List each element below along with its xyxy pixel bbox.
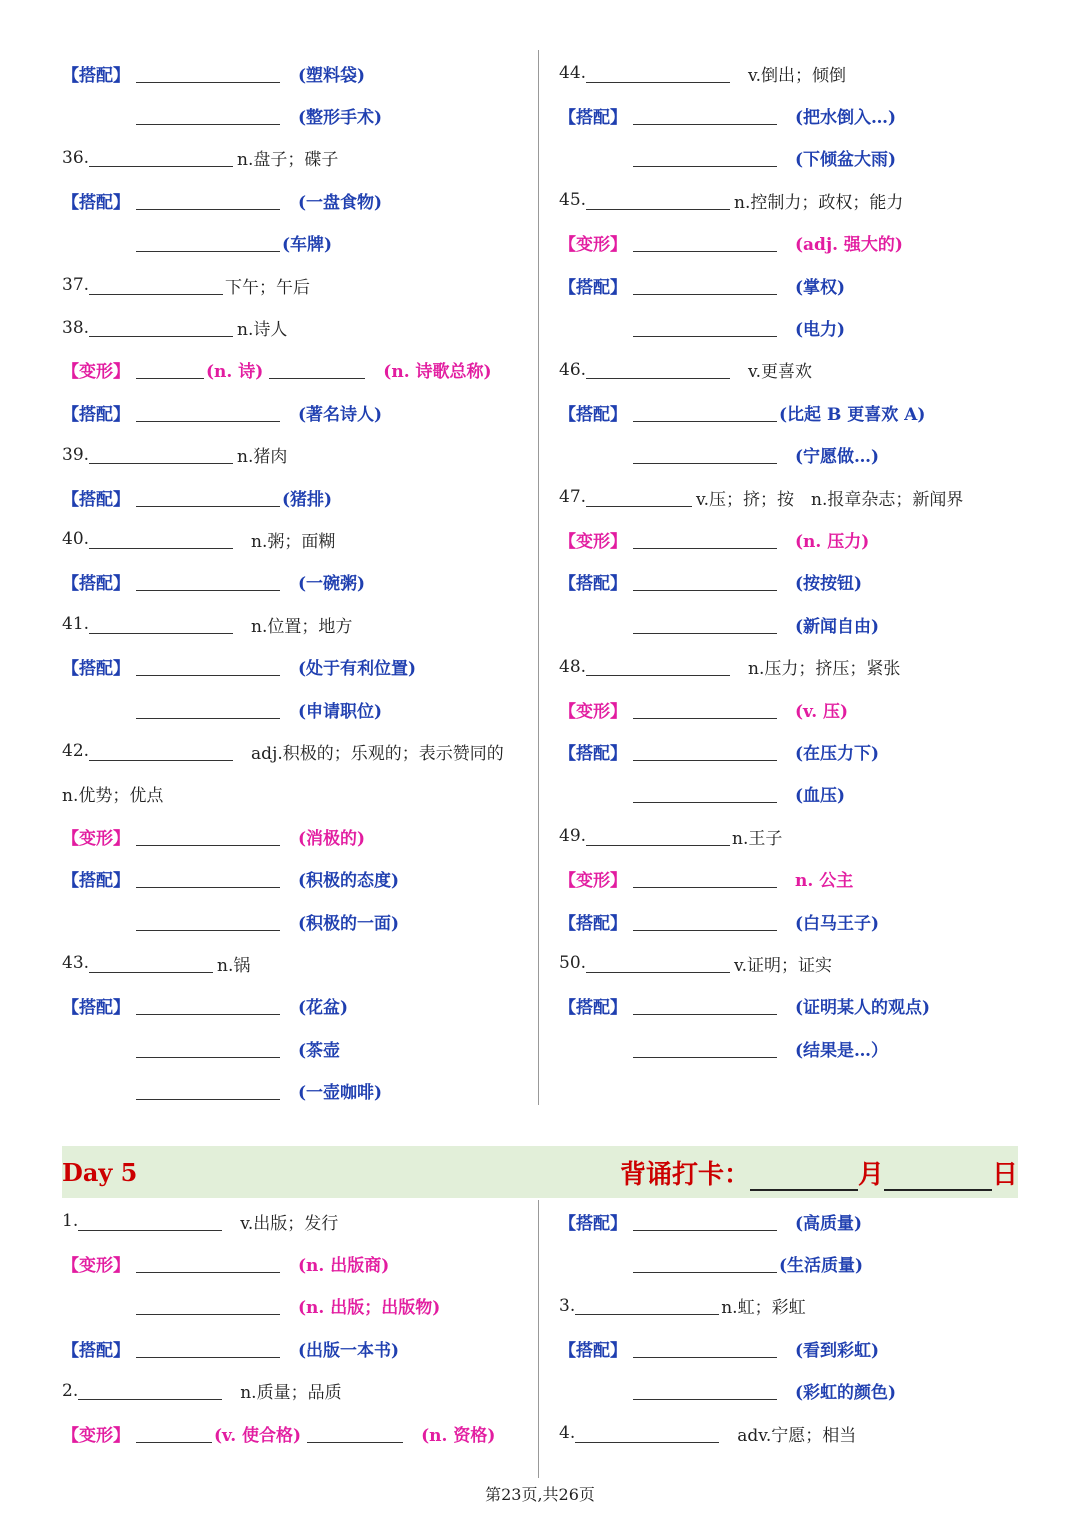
word-entry <box>62 518 532 560</box>
continuation-line <box>559 1242 1029 1284</box>
collocation-tag: 【搭配】 <box>62 998 130 1019</box>
entry-meaning: n.虹；彩虹 <box>721 1298 806 1319</box>
entry-number: 38. <box>62 317 90 338</box>
form-tag: 【变形】 <box>559 235 627 256</box>
continuation-line <box>62 94 532 136</box>
form-tag: 【变形】 <box>559 871 627 892</box>
answer-blank[interactable] <box>633 1254 777 1273</box>
entry-meaning: 下午；午后 <box>225 277 311 298</box>
answer-blank[interactable] <box>633 1381 777 1400</box>
word-entry <box>559 52 1029 94</box>
continuation-line <box>559 1027 1029 1069</box>
hint-text: (把水倒入…) <box>795 108 897 129</box>
entry-meaning: adj.积极的；乐观的；表示赞同的 <box>251 743 504 764</box>
hint-text: (猪排) <box>282 489 333 510</box>
collocation-tag: 【搭配】 <box>62 1340 130 1361</box>
hint-text: (生活质量) <box>779 1256 864 1277</box>
continuation-line <box>559 773 1029 815</box>
continuation-line <box>559 1370 1029 1412</box>
answer-blank[interactable] <box>633 530 777 549</box>
answer-blank[interactable] <box>633 784 777 803</box>
answer-blank[interactable] <box>633 276 777 295</box>
hint-text: (在压力下) <box>795 743 880 764</box>
entry-number: 36. <box>62 147 90 168</box>
entry-meaning: n.控制力；政权；能力 <box>734 192 904 213</box>
form-tag: 【变形】 <box>559 701 627 722</box>
collocation-tag: 【搭配】 <box>62 65 130 86</box>
collocation-tag: 【搭配】 <box>559 743 627 764</box>
hint-text: (茶壶 <box>298 1040 341 1061</box>
hint-text: (塑料袋) <box>298 65 366 86</box>
entry-number: 45. <box>559 190 587 211</box>
answer-blank[interactable] <box>89 530 233 549</box>
entry-meaning: n.位置；地方 <box>251 616 353 637</box>
answer-blank[interactable] <box>136 869 280 888</box>
hint-text: (看到彩虹) <box>795 1340 880 1361</box>
answer-blank[interactable] <box>136 912 280 931</box>
hint-text: (n. 资格) <box>421 1425 496 1446</box>
day-banner <box>62 1146 1018 1198</box>
collocation-line <box>559 1200 1029 1242</box>
collocation-line <box>559 561 1029 603</box>
continuation-line <box>62 688 532 730</box>
answer-blank[interactable] <box>89 742 233 761</box>
answer-blank[interactable] <box>136 1081 280 1100</box>
answer-blank[interactable] <box>89 615 233 634</box>
collocation-line <box>62 1327 532 1369</box>
hint-text: (证明某人的观点) <box>795 998 931 1019</box>
hint-text: (结果是…） <box>795 1040 889 1061</box>
word-entry <box>62 1370 532 1412</box>
collocation-line <box>62 561 532 603</box>
hint-text: (一壶咖啡) <box>298 1083 383 1104</box>
collocation-tag: 【搭配】 <box>559 1340 627 1361</box>
answer-blank[interactable] <box>633 912 777 931</box>
answer-blank[interactable] <box>575 1424 719 1443</box>
hint-text: (积极的一面) <box>298 913 400 934</box>
day-label: 日 <box>991 1159 1018 1190</box>
answer-blank[interactable] <box>78 1381 222 1400</box>
collocation-tag: 【搭配】 <box>62 659 130 680</box>
answer-blank[interactable] <box>633 106 777 125</box>
word-entry <box>559 349 1029 391</box>
word-entry <box>62 730 532 772</box>
word-entry <box>559 645 1029 687</box>
answer-blank[interactable] <box>136 233 280 252</box>
collocation-line <box>62 476 532 518</box>
answer-blank[interactable] <box>136 827 280 846</box>
day-title: Day 5 <box>62 1157 138 1187</box>
answer-blank[interactable] <box>633 445 777 464</box>
word-entry <box>62 942 532 984</box>
entry-meaning: n.优势；优点 <box>62 786 164 807</box>
continuation-line <box>559 434 1029 476</box>
entry-meaning: v.压；挤；按 n.报章杂志；新闻界 <box>696 489 964 510</box>
answer-blank[interactable] <box>633 1339 777 1358</box>
answer-blank[interactable] <box>586 827 730 846</box>
entry-number: 39. <box>62 444 90 465</box>
entry-meaning: n.压力；挤压；紧张 <box>748 659 901 680</box>
continuation-line <box>559 137 1029 179</box>
hint-text: (掌权) <box>795 277 846 298</box>
answer-blank[interactable] <box>633 700 777 719</box>
checkin <box>620 1154 1018 1191</box>
entry-number: 46. <box>559 359 587 380</box>
hint-text: n. 公主 <box>795 871 854 892</box>
form-line <box>559 518 1029 560</box>
hint-text: (车牌) <box>282 235 333 256</box>
collocation-line <box>559 730 1029 772</box>
form-line <box>559 857 1029 899</box>
answer-blank[interactable] <box>136 700 280 719</box>
hint-text: (一碗粥) <box>298 574 366 595</box>
entry-number: 43. <box>62 953 90 974</box>
hint-text: (出版一本书) <box>298 1340 400 1361</box>
left-column <box>62 52 532 1112</box>
answer-blank[interactable] <box>89 318 233 337</box>
word-entry <box>62 264 532 306</box>
word-entry <box>559 815 1029 857</box>
answer-blank[interactable] <box>136 1424 212 1443</box>
word-entry <box>559 1412 1029 1454</box>
collocation-tag: 【搭配】 <box>559 998 627 1019</box>
meaning-continuation <box>62 773 532 815</box>
answer-blank[interactable] <box>633 233 777 252</box>
word-entry <box>62 137 532 179</box>
answer-blank[interactable] <box>633 318 777 337</box>
hint-text: (宁愿做…) <box>795 447 880 468</box>
form-line <box>559 688 1029 730</box>
form-line <box>62 815 532 857</box>
collocation-line <box>559 94 1029 136</box>
answer-blank[interactable] <box>586 657 730 676</box>
answer-blank[interactable] <box>136 488 280 507</box>
collocation-tag: 【搭配】 <box>62 404 130 425</box>
entry-number: 44. <box>559 63 587 84</box>
form-line <box>62 349 532 391</box>
month-label: 月 <box>857 1159 884 1190</box>
hint-text: (处于有利位置) <box>298 659 417 680</box>
month-blank[interactable] <box>750 1161 858 1191</box>
answer-blank[interactable] <box>136 1339 280 1358</box>
collocation-line <box>62 645 532 687</box>
collocation-line <box>559 1327 1029 1369</box>
answer-blank[interactable] <box>136 191 280 210</box>
answer-blank[interactable] <box>633 742 777 761</box>
collocation-tag: 【搭配】 <box>62 489 130 510</box>
answer-blank[interactable] <box>136 996 280 1015</box>
entry-number: 37. <box>62 275 90 296</box>
answer-blank[interactable] <box>136 657 280 676</box>
form-line <box>62 1412 532 1454</box>
entry-number: 42. <box>62 741 90 762</box>
answer-blank[interactable] <box>78 1212 222 1231</box>
word-entry <box>62 306 532 348</box>
hint-text: (按按钮) <box>795 574 863 595</box>
entry-meaning: n.盘子；碟子 <box>237 150 339 171</box>
column-divider <box>538 50 539 1105</box>
form-tag: 【变形】 <box>559 531 627 552</box>
collocation-line <box>62 52 532 94</box>
entry-number: 41. <box>62 614 90 635</box>
entry-number: 2. <box>62 1380 79 1401</box>
entry-meaning: n.质量；品质 <box>240 1383 342 1404</box>
hint-text: (花盆) <box>298 998 349 1019</box>
entry-number: 48. <box>559 656 587 677</box>
entry-meaning: v.倒出；倾倒 <box>748 65 847 86</box>
collocation-tag: 【搭配】 <box>559 277 627 298</box>
continuation-line <box>559 603 1029 645</box>
answer-blank[interactable] <box>307 1424 403 1443</box>
answer-blank[interactable] <box>89 276 223 295</box>
collocation-tag: 【搭配】 <box>62 871 130 892</box>
answer-blank[interactable] <box>633 996 777 1015</box>
answer-blank[interactable] <box>136 572 280 591</box>
word-entry <box>62 1200 532 1242</box>
entry-number: 50. <box>559 953 587 974</box>
answer-blank[interactable] <box>136 106 280 125</box>
entry-meaning: v.证明；证实 <box>734 955 833 976</box>
form-line <box>559 222 1029 264</box>
collocation-line <box>559 900 1029 942</box>
hint-text: (n. 压力) <box>795 531 870 552</box>
entry-meaning: n.王子 <box>732 828 783 849</box>
entry-meaning: n.粥；面糊 <box>251 531 336 552</box>
answer-blank[interactable] <box>136 360 204 379</box>
entry-meaning: n.猪肉 <box>237 447 288 468</box>
day5-right-column <box>559 1200 1029 1454</box>
entry-number: 49. <box>559 826 587 847</box>
entry-number: 3. <box>559 1295 576 1316</box>
collocation-line <box>62 179 532 221</box>
answer-blank[interactable] <box>575 1296 719 1315</box>
answer-blank[interactable] <box>136 64 280 83</box>
continuation-line <box>62 900 532 942</box>
continuation-line <box>62 222 532 264</box>
form-tag: 【变形】 <box>62 828 130 849</box>
word-entry <box>559 179 1029 221</box>
hint-text: (彩虹的颜色) <box>795 1383 897 1404</box>
hint-text: (电力) <box>795 320 846 341</box>
answer-blank[interactable] <box>586 954 730 973</box>
answer-blank[interactable] <box>136 1039 280 1058</box>
hint-text: (一盘食物) <box>298 192 383 213</box>
checkin-label: 背诵打卡： <box>619 1159 750 1190</box>
collocation-tag: 【搭配】 <box>559 404 627 425</box>
answer-blank[interactable] <box>586 488 692 507</box>
hint-text: (积极的态度) <box>298 871 400 892</box>
entry-meaning: v.出版；发行 <box>240 1213 339 1234</box>
word-entry <box>62 434 532 476</box>
hint-text: (v. 压) <box>795 701 849 722</box>
form-tag: 【变形】 <box>62 1425 130 1446</box>
collocation-tag: 【搭配】 <box>62 574 130 595</box>
hint-text: (白马王子) <box>795 913 880 934</box>
collocation-tag: 【搭配】 <box>559 574 627 595</box>
hint-text: (著名诗人) <box>298 404 383 425</box>
hint-text: (申请职位) <box>298 701 383 722</box>
answer-blank[interactable] <box>633 148 777 167</box>
hint-text: (v. 使合格) <box>214 1425 302 1446</box>
word-entry <box>559 1285 1029 1327</box>
collocation-tag: 【搭配】 <box>559 1213 627 1234</box>
collocation-line <box>62 985 532 1027</box>
answer-blank[interactable] <box>633 572 777 591</box>
hint-text: (n. 出版；出版物) <box>298 1298 441 1319</box>
answer-blank[interactable] <box>586 64 730 83</box>
entry-number: 1. <box>62 1211 79 1232</box>
collocation-tag: 【搭配】 <box>559 108 627 129</box>
hint-text: (n. 出版商) <box>298 1256 390 1277</box>
answer-blank[interactable] <box>89 954 213 973</box>
entry-meaning: n.诗人 <box>237 320 288 341</box>
continuation-line <box>559 306 1029 348</box>
hint-text: (新闻自由) <box>795 616 880 637</box>
collocation-tag: 【搭配】 <box>62 192 130 213</box>
answer-blank[interactable] <box>586 191 730 210</box>
answer-blank[interactable] <box>633 403 777 422</box>
day5-left-column <box>62 1200 532 1454</box>
hint-text: (高质量) <box>795 1213 863 1234</box>
hint-text: (整形手术) <box>298 108 383 129</box>
hint-text: (消极的) <box>298 828 366 849</box>
answer-blank[interactable] <box>136 403 280 422</box>
answer-blank[interactable] <box>136 1296 280 1315</box>
hint-text: (下倾盆大雨) <box>795 150 897 171</box>
continuation-line <box>62 1027 532 1069</box>
answer-blank[interactable] <box>136 1254 280 1273</box>
hint-text: (adj. 强大的) <box>795 235 903 256</box>
column-divider <box>538 1200 539 1478</box>
entry-meaning: n.锅 <box>217 955 251 976</box>
word-entry <box>559 942 1029 984</box>
answer-blank[interactable] <box>633 869 777 888</box>
word-entry <box>62 603 532 645</box>
collocation-line <box>559 264 1029 306</box>
entry-number: 4. <box>559 1423 576 1444</box>
day-blank[interactable] <box>884 1161 992 1191</box>
answer-blank[interactable] <box>633 1039 777 1058</box>
word-entry <box>559 476 1029 518</box>
hint-text: (比起 B 更喜欢 A) <box>779 404 926 425</box>
entry-number: 40. <box>62 529 90 550</box>
collocation-line <box>62 857 532 899</box>
form-tag: 【变形】 <box>62 362 130 383</box>
answer-blank[interactable] <box>89 148 233 167</box>
answer-blank[interactable] <box>633 1212 777 1231</box>
entry-meaning: adv.宁愿；相当 <box>737 1425 857 1446</box>
answer-blank[interactable] <box>586 360 730 379</box>
entry-number: 47. <box>559 487 587 508</box>
answer-blank[interactable] <box>89 445 233 464</box>
form-tag: 【变形】 <box>62 1256 130 1277</box>
right-column <box>559 52 1029 1069</box>
page-footer: 第23页,共26页 <box>485 1485 595 1504</box>
form-line <box>62 1242 532 1284</box>
hint-text: (血压) <box>795 786 846 807</box>
continuation-line <box>62 1285 532 1327</box>
answer-blank[interactable] <box>633 615 777 634</box>
hint-text: (n. 诗歌总称) <box>383 362 492 383</box>
collocation-line <box>62 391 532 433</box>
continuation-line <box>62 1069 532 1111</box>
entry-meaning: v.更喜欢 <box>748 362 813 383</box>
hint-text: (n. 诗) <box>206 362 264 383</box>
collocation-line <box>559 985 1029 1027</box>
collocation-tag: 【搭配】 <box>559 913 627 934</box>
collocation-line <box>559 391 1029 433</box>
answer-blank[interactable] <box>269 360 365 379</box>
